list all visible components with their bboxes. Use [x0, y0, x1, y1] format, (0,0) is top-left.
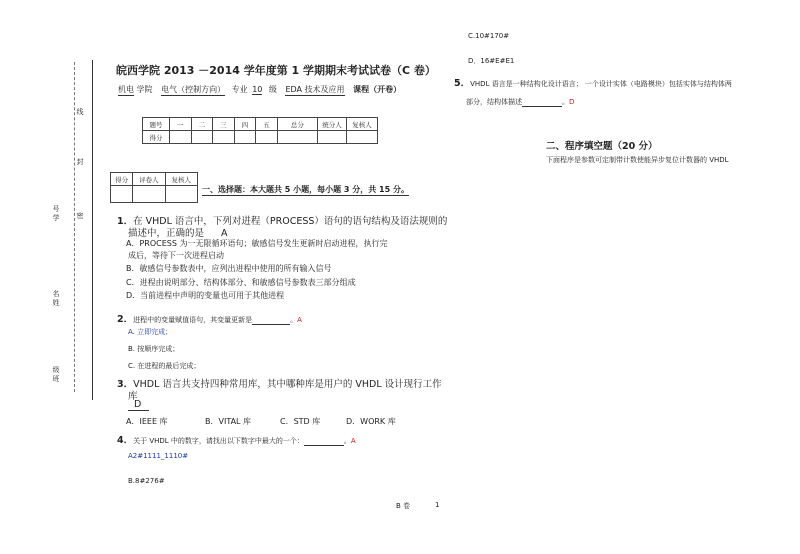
question-1-answer: A — [221, 228, 228, 239]
margin-dense-label: 密 — [76, 212, 84, 220]
question-4-answer: A — [350, 437, 356, 445]
table-cell — [256, 131, 278, 144]
footer-paper-version: B 卷 — [396, 502, 411, 510]
major-value: 电气（控制方向） — [161, 85, 226, 94]
question-1-option-c: C．进程由说明部分、结构体部分、和敏感信号参数表三部分组成 — [126, 278, 356, 287]
grade-value: 10 — [252, 85, 263, 94]
question-2-option-c: C. 在进程的最后完成； — [128, 362, 201, 370]
question-1-line-2: 描述中，正确的是 A — [128, 228, 228, 239]
grader-table-header-row — [111, 173, 198, 186]
question-4: 4．关于 VHDL 中的数字，请找出以下数字中最大的一个： 。A — [117, 435, 356, 446]
question-1-option-b: B．敏感信号参数表中，应列出进程中使用的所有输入信号 — [126, 264, 332, 273]
table-cell: 统分人 — [318, 118, 347, 131]
department-value: 机电 — [118, 85, 134, 94]
department-label: 学院 — [136, 85, 153, 94]
table-cell — [133, 186, 165, 203]
table-cell: 三 — [213, 118, 235, 131]
footer-page-number: 1 — [435, 501, 440, 509]
table-cell — [347, 131, 378, 144]
question-1: 1．在 VHDL 语言中，下列对进程（PROCESS）语句的语句结构及语法规则的 — [117, 216, 448, 227]
table-cell — [318, 131, 347, 144]
answer-blank — [252, 316, 290, 325]
table-cell: 得分 — [143, 131, 170, 144]
question-3-answer: D — [128, 399, 149, 411]
table-cell: 复核人 — [347, 118, 378, 131]
question-4-option-d: D．16#E#E1 — [468, 57, 515, 65]
table-cell: 得分 — [111, 173, 133, 186]
table-cell — [213, 131, 235, 144]
grader-table-blank-row — [111, 186, 198, 203]
table-cell: 五 — [256, 118, 278, 131]
class-label: 级班 — [52, 366, 60, 383]
binding-line-dashed — [74, 62, 75, 392]
student-id-label: 号学 — [52, 205, 60, 222]
margin-line-label: 线 — [76, 108, 84, 116]
table-cell — [170, 131, 192, 144]
question-2: 2．进程中的变量赋值语句，其变量更新是 。A — [117, 314, 302, 325]
grader-table — [110, 172, 198, 203]
question-4-option-a: A2#1111_1110# — [128, 452, 189, 460]
score-table-header-row — [143, 118, 378, 131]
table-cell: 评卷人 — [133, 173, 165, 186]
table-cell — [111, 186, 133, 203]
question-3-option-b: B．VITAL 库 — [205, 417, 252, 426]
score-table — [142, 117, 378, 144]
answer-blank — [304, 437, 344, 446]
section-2-title: 二、程序填空题（20 分） — [546, 141, 658, 152]
table-cell — [277, 131, 317, 144]
score-table-score-row — [143, 131, 378, 144]
question-3-option-d: D．WORK 库 — [346, 417, 396, 426]
question-5: 5．VHDL 语言是一种结构化设计语言； 一个设计实体（电路模块）包括实体与结构体两 — [454, 78, 732, 89]
course-info-line — [118, 84, 401, 96]
section-1-title: 一、选择题：本大题共 5 小题，每小题 3 分，共 15 分。 — [202, 185, 409, 194]
table-cell — [191, 131, 213, 144]
table-cell — [165, 186, 197, 203]
question-2-option-a: A. 立即完成； — [128, 328, 173, 336]
question-3-option-a: A．IEEE 库 — [126, 417, 168, 426]
table-cell: 四 — [234, 118, 256, 131]
question-3-line-2: 库 — [128, 391, 138, 402]
table-cell: 复核人 — [165, 173, 197, 186]
question-1-option-a-cont: 成后，等待下一次进程启动 — [128, 251, 224, 260]
exam-title: 皖西学院 2013 －2014 学年度第 1 学期期末考试试卷（C 卷） — [116, 64, 436, 77]
margin-seal-label: 封 — [76, 158, 84, 166]
table-cell: 题号 — [143, 118, 170, 131]
question-3-option-c: C．STD 库 — [280, 417, 321, 426]
question-4-option-b: B.8#276# — [128, 477, 165, 485]
question-5-answer: D — [569, 98, 575, 106]
section-2-description: 下面程序是参数可定制带计数使能异步复位计数器的 VHDL — [546, 156, 729, 164]
question-5-line-2: 部分，结构体描述 。D — [466, 98, 575, 106]
question-2-answer: A — [297, 316, 302, 324]
question-4-option-c: C.10#170# — [468, 32, 510, 40]
table-cell — [234, 131, 256, 144]
course-name-value: EDA 技术及应用 — [285, 85, 345, 94]
table-cell: 二 — [191, 118, 213, 131]
table-cell: 一 — [170, 118, 192, 131]
question-3: 3．VHDL 语言共支持四种常用库，其中哪种库是用户的 VHDL 设计现行工作 — [117, 379, 442, 390]
table-cell: 总分 — [277, 118, 317, 131]
question-2-option-b: B. 按顺序完成； — [128, 345, 180, 353]
major-label: 专业 — [231, 85, 248, 94]
question-1-option-a: A．PROCESS 为一无限循环语句；敏感信号发生更新时启动进程，执行完 — [126, 239, 388, 248]
grade-label: 级 — [268, 85, 277, 94]
binding-line-solid — [92, 60, 93, 400]
course-type-label: 课程（开卷） — [353, 85, 402, 94]
answer-blank — [522, 98, 562, 107]
question-1-option-d: D．当前进程中声明的变量也可用于其他进程 — [126, 291, 285, 300]
student-name-label: 名姓 — [52, 290, 60, 307]
